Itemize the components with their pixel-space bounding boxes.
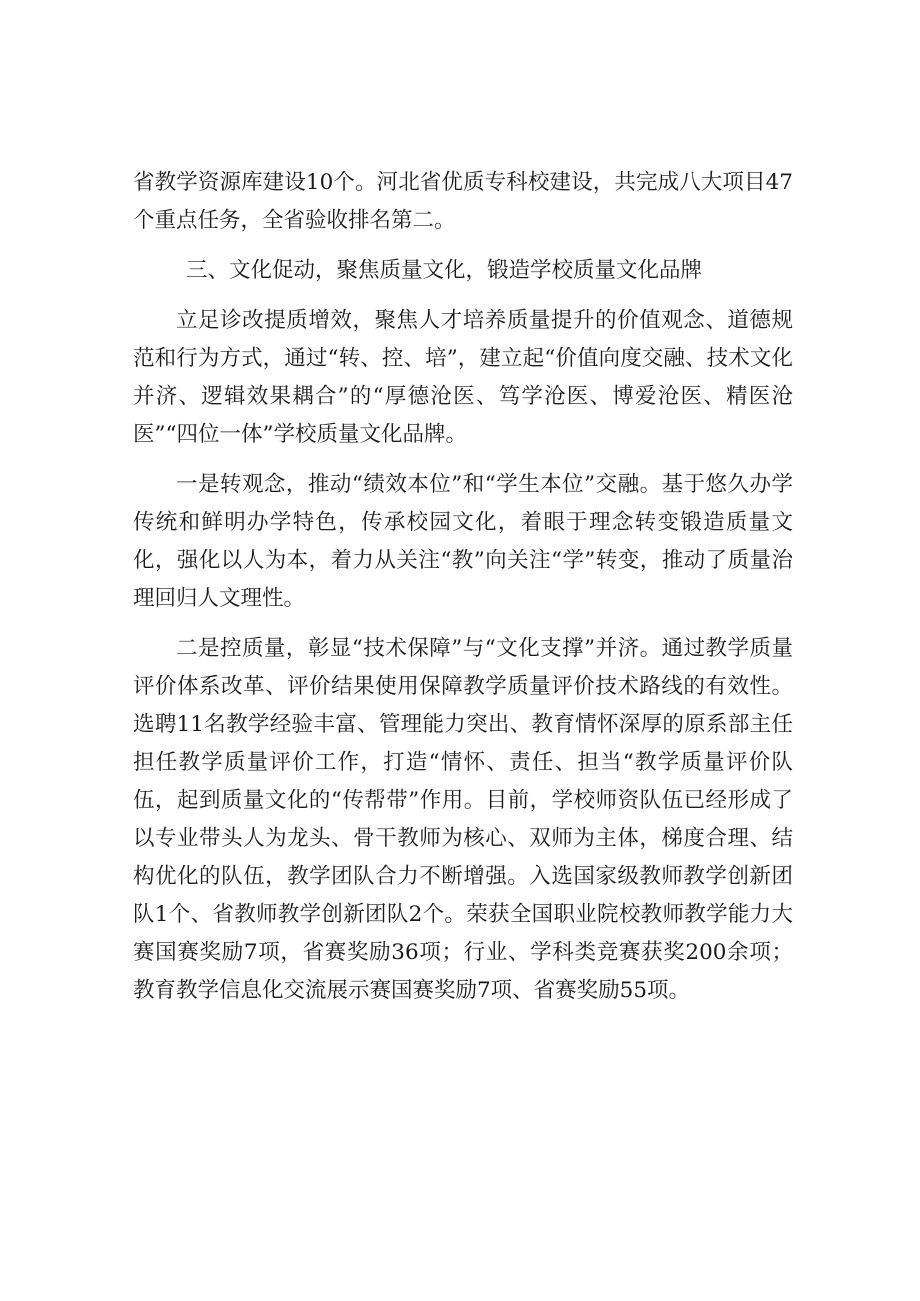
paragraph-intro: 立足诊改提质增效，聚焦人才培养质量提升的价值观念、道德规范和行为方式，通过“转、控、培”，建立起“价值向度交融、技术文化并济、逻辑效果耦合”的“厚德沧医、笃学沧医、博爱沧医、精医沧医”“四位一体”学校质量文化品牌。 [133, 308, 793, 447]
section-heading: 三、文化促动，聚焦质量文化，锻造学校质量文化品牌 [186, 258, 703, 283]
paragraph-point-one: 一是转观念，推动“绩效本位”和“学生本位”交融。基于悠久办学传统和鲜明办学特色，传承校园文化，着眼于理念转变锻造质量文化，强化以人为本，着力从关注“教”向关注“学”转变，推动了质量治理回归人文理性。 [133, 472, 793, 611]
document-body [133, 164, 793, 1022]
paragraph-point-two: 二是控质量，彰显“技术保障”与“文化支撑”并济。通过教学质量评价体系改革、评价结果使用保障教学质量评价技术路线的有效性。选聘11名教学经验丰富、管理能力突出、教育情怀深厚的原系部主任担任教学质量评价工作，打造“情怀、责任、担当“教学质量评价队伍，起到质量文化的“传帮带”作用。目前，学校师资队伍已经形成了以专业带头人为龙头、骨干教师为核心、双师为主体，梯度合理、结构优化的队伍，教学团队合力不断增强。入选国家级教师教学创新团队1个、省教师教学创新团队2个。荣获全国职业院校教师教学能力大赛国赛奖励7项，省赛奖励36项；行业、学科类竞赛获奖200余项；教育教学信息化交流展示赛国赛奖励7项、省赛奖励55项。 [133, 636, 793, 1003]
paragraph-continuation: 省教学资源库建设10个。河北省优质专科校建设，共完成八大项目47个重点任务，全省验收排名第二。 [133, 170, 793, 233]
